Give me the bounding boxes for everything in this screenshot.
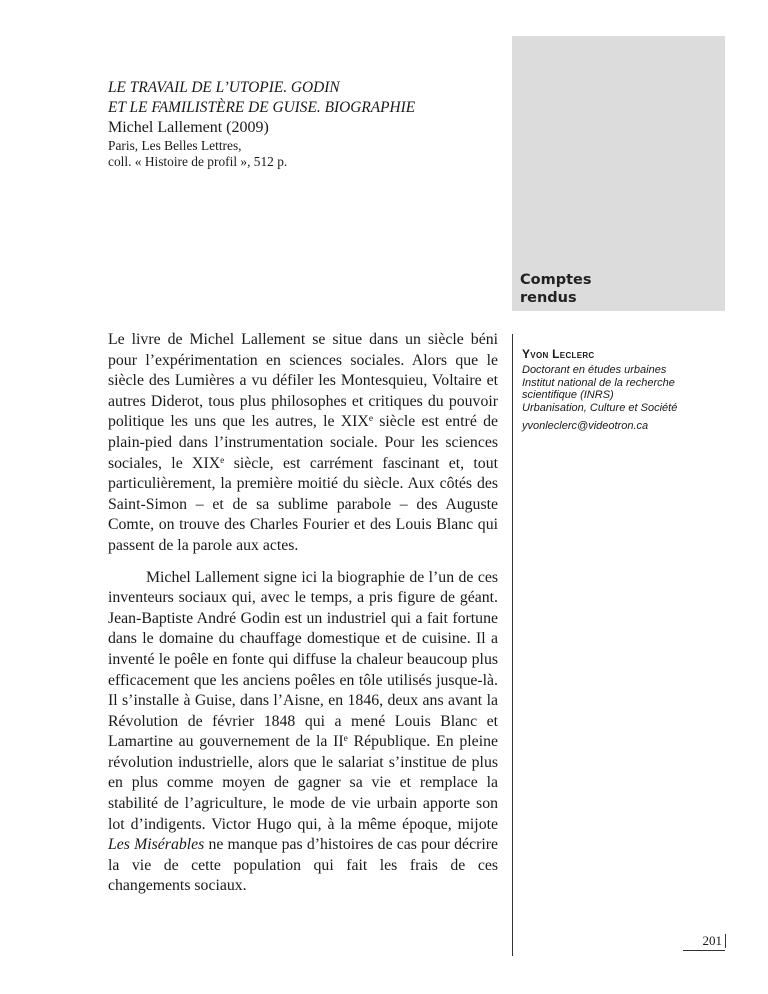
affiliation-line3: scientifique (INRS): [522, 389, 614, 401]
bibliographic-reference: [108, 78, 498, 170]
p2-italic-title: Les Misérables: [108, 836, 205, 854]
paragraph-2: [108, 568, 498, 898]
p1-text-b: siècle est entré de plain-pied dans l’instrumentation sociale. Pour les sciences sociales, le XIX: [108, 413, 498, 472]
affiliation-line2: Institut national de la recherche: [522, 376, 675, 389]
p1-text-a: Le livre de Michel Lallement se situe dans un siècle béni pour l’expérimentation en sciences sociales. Alors que le siècle des Lumières a vu défiler les Montesquieu, Voltaire et autres Diderot, tous plus philosophes et critiques du pouvoir politique les uns que les autres, le XIX: [108, 331, 498, 431]
affiliation-line1: Doctorant en études urbaines: [522, 364, 667, 376]
book-title-line1: LE TRAVAIL DE L’UTOPIE. GODIN: [108, 79, 340, 96]
p1-text-c: siècle, est carrément fascinant et, tout particulièrement, la première moitié du siècle. Aux côtés des Saint-Simon – et de sa sublime parabole – des Auguste Comte, on trouve des Charles Fourier et des Louis Blanc qui passent de la parole aux actes.: [108, 454, 498, 554]
p2-superscript: e: [343, 734, 348, 745]
section-label-line1: Comptes: [520, 272, 592, 288]
publisher-line1: Paris, Les Belles Lettres,: [108, 138, 242, 153]
page-number: 201: [684, 934, 726, 948]
book-author: Michel Lallement (2009): [108, 119, 269, 136]
p2-text-c: ne manque pas d’histoires de cas pour décrire la vie de cette population qui fait les frais de ces changements sociaux.: [108, 836, 499, 895]
book-publisher: [108, 138, 498, 170]
page-number-rule: [683, 950, 725, 951]
affiliation-line4: Urbanisation, Culture et Société: [522, 401, 678, 414]
p1-superscript-2: e: [220, 455, 225, 466]
reviewer-info: [522, 346, 727, 433]
publisher-line2: coll. « Histoire de profil », 512 p.: [108, 154, 288, 169]
p1-superscript-1: e: [368, 414, 374, 425]
section-sidebar-box: [512, 36, 725, 311]
reviewer-email[interactable]: yvonleclerc@videotron.ca: [522, 420, 649, 432]
section-label: [520, 271, 710, 307]
sidebar-divider: [512, 334, 513, 956]
p2-text-b: République. En pleine révolution industrielle, alors que le salariat s’institue de plus en plus comme moyen de gagner sa vie et remplace la stabilité de l’agriculture, le mode de vie urbain apporte son lot d’indigents. Victor Hugo qui, à la même époque, mijote: [108, 733, 498, 833]
reviewer-name: Yvon Leclerc: [522, 347, 595, 361]
section-label-line2: rendus: [520, 290, 577, 306]
reviewer-affiliation: [522, 364, 727, 414]
paragraph-1: [108, 330, 498, 557]
review-body: [108, 330, 498, 897]
book-title-line2: ET LE FAMILISTÈRE DE GUISE. BIOGRAPHIE: [108, 99, 416, 116]
book-title: [108, 78, 498, 118]
p2-text-a: Michel Lallement signe ici la biographie de l’un de ces inventeurs sociaux qui, avec le temps, a pris figure de géant. Jean-Baptiste André Godin est un industriel qui a fait fortune dans le domaine du chauffage domestique et de cuisine. Il a inventé le poêle en fonte qui diffuse la chaleur beaucoup plus efficacement que les anciens poêles en tôle utilisés jusque-là. Il s’installe à Guise, dans l’Aisne, en 1846, deux ans avant la Révolution de février 1848 qui a mené Louis Blanc et Lamartine au gouvernement de la II: [108, 568, 498, 751]
